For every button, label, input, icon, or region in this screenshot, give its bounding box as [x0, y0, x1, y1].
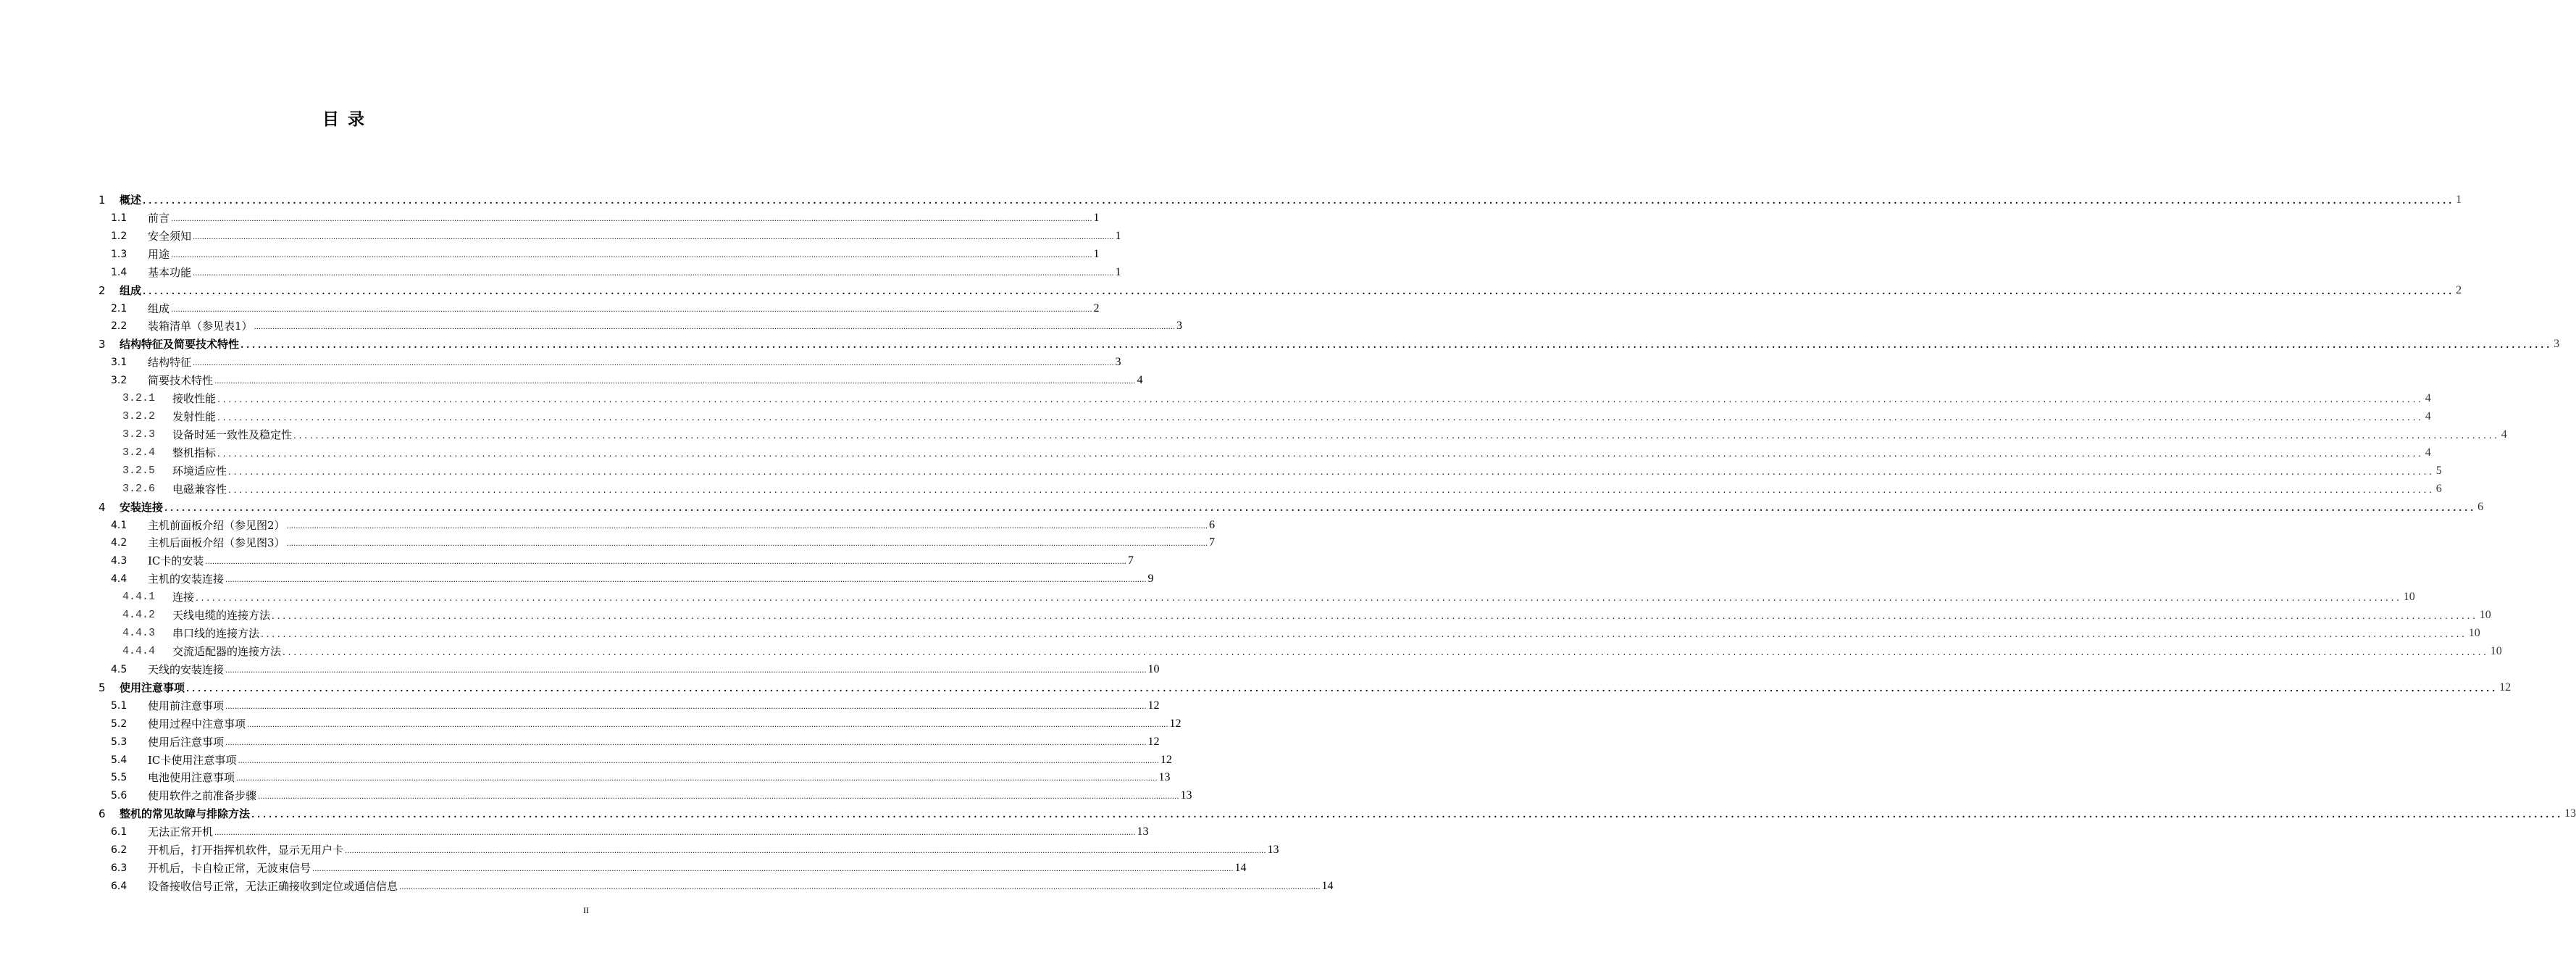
toc-entry-number: 5.1 — [111, 699, 127, 712]
toc-entry[interactable] — [0, 227, 1121, 245]
toc-entry-number: 4 — [99, 500, 106, 514]
toc-entry-number: 5.4 — [111, 754, 127, 766]
dot-leader: ................................................................................................................................................................................................................................................................................................................................................................................................................ — [217, 394, 2424, 404]
toc-entry-page: 10 — [2479, 608, 2491, 621]
toc-entry[interactable] — [0, 751, 1172, 769]
toc-entry-title: 使用软件之前准备步骤 — [148, 789, 257, 802]
toc-entry[interactable] — [0, 516, 1216, 534]
dot-leader: ................................................................................................................................................................................................................................................................................................................................................................................................................ — [345, 847, 1266, 855]
dot-leader: ................................................................................................................................................................................................................................................................................................................................................................................................................ — [225, 703, 1147, 711]
dot-leader: ................................................................................................................................................................................................................................................................................................................................................................................................................ — [228, 485, 2435, 495]
toc-entry[interactable] — [0, 877, 1334, 895]
toc-entry-page: 14 — [1234, 861, 1247, 874]
toc-entry-title: 电磁兼容性 — [172, 483, 227, 496]
dot-leader: ................................................................................................................................................................................................................................................................................................................................................................................................................ — [272, 611, 2478, 621]
dot-leader: ................................................................................................................................................................................................................................................................................................................................................................................................................ — [186, 683, 2498, 694]
toc-entry-number: 4.4 — [111, 573, 127, 585]
toc-entry-title: 简要技术特性 — [148, 374, 214, 387]
toc-entry[interactable] — [0, 245, 1100, 263]
toc-entry-page: 1 — [1115, 265, 1121, 278]
toc-entry[interactable] — [0, 660, 1160, 678]
dot-leader: ................................................................................................................................................................................................................................................................................................................................................................................................................ — [312, 865, 1234, 873]
toc-entry-number: 3.2.3 — [122, 428, 156, 441]
toc-entry-number: 4.4.4 — [122, 645, 156, 657]
dot-leader: ................................................................................................................................................................................................................................................................................................................................................................................................................ — [241, 340, 2553, 350]
toc-entry-page: 13 — [1137, 825, 1149, 838]
dot-leader: ................................................................................................................................................................................................................................................................................................................................................................................................................ — [283, 647, 2489, 657]
toc-entry-page: 4 — [2501, 428, 2507, 441]
toc-entry-number: 6 — [99, 807, 106, 820]
toc-entry-number: 3.2.5 — [122, 465, 156, 477]
toc-entry-number: 5.3 — [111, 736, 127, 748]
toc-entry-title: IC卡使用注意事项 — [148, 754, 237, 767]
toc-entry-number: 4.5 — [111, 663, 127, 675]
toc-entry[interactable] — [0, 389, 2431, 407]
toc-entry-page: 9 — [1147, 572, 1154, 585]
toc-entry-page: 13 — [1180, 788, 1192, 802]
toc-entry-title: 使用过程中注意事项 — [148, 717, 246, 730]
dot-leader: ................................................................................................................................................................................................................................................................................................................................................................................................................ — [238, 757, 1159, 765]
toc-entry-title: 整机的常见故障与排除方法 — [120, 807, 251, 820]
dot-leader: ................................................................................................................................................................................................................................................................................................................................................................................................................ — [143, 286, 2455, 296]
toc-entry-title: 串口线的连接方法 — [172, 627, 260, 640]
toc-entry[interactable] — [0, 696, 1160, 715]
toc-entry[interactable] — [0, 498, 2484, 516]
toc-entry-number: 1.3 — [111, 248, 127, 260]
toc-entry[interactable] — [0, 768, 1171, 786]
toc-entry-page: 6 — [2435, 482, 2442, 495]
toc-entry[interactable] — [0, 823, 1149, 841]
toc-entry[interactable] — [0, 678, 2512, 696]
toc-entry-page: 1 — [1093, 247, 1100, 260]
toc-entry-page: 2 — [2456, 283, 2462, 296]
toc-entry-page: 13 — [1267, 843, 1279, 856]
dot-leader: ................................................................................................................................................................................................................................................................................................................................................................................................................ — [217, 412, 2424, 423]
toc-entry[interactable] — [0, 642, 2502, 660]
toc-entry-title: 接收性能 — [172, 392, 217, 405]
toc-entry-number: 4.4.1 — [122, 591, 156, 603]
toc-entry-page: 7 — [1209, 536, 1216, 549]
dot-leader: ................................................................................................................................................................................................................................................................................................................................................................................................................ — [171, 251, 1092, 259]
toc-entry-page: 13 — [2564, 807, 2576, 820]
toc-entry-number: 5.5 — [111, 771, 127, 783]
dot-leader: ................................................................................................................................................................................................................................................................................................................................................................................................................ — [261, 629, 2467, 639]
toc-entry[interactable] — [0, 299, 1100, 317]
toc-entry-page: 10 — [1147, 662, 1160, 675]
toc-entry-page: 4 — [1137, 373, 1143, 386]
dot-leader: ................................................................................................................................................................................................................................................................................................................................................................................................................ — [399, 883, 1321, 891]
toc-entry-title: 交流适配器的连接方法 — [172, 645, 282, 658]
toc-entry-number: 5.2 — [111, 717, 127, 730]
toc-entry-page: 5 — [2435, 464, 2442, 477]
toc-entry-title: 发射性能 — [172, 410, 217, 423]
dot-leader: ................................................................................................................................................................................................................................................................................................................................................................................................................ — [225, 739, 1147, 747]
toc-entry-page: 3 — [2554, 337, 2560, 350]
toc-entry-page: 3 — [1176, 319, 1183, 332]
toc-entry-page: 6 — [1209, 518, 1216, 531]
toc-entry-title: 设备时延一致性及稳定性 — [172, 428, 293, 441]
toc-entry-title: 使用注意事项 — [120, 681, 185, 694]
toc-entry[interactable] — [0, 209, 1100, 227]
toc-entry[interactable] — [0, 371, 1143, 389]
toc-entry[interactable] — [0, 353, 1121, 371]
toc-entry[interactable] — [0, 335, 2560, 353]
toc-entry-number: 2 — [99, 283, 106, 297]
toc-entry[interactable] — [0, 786, 1192, 804]
toc-entry[interactable] — [0, 859, 1247, 877]
toc-entry-title: 基本功能 — [148, 266, 192, 279]
toc-entry-page: 12 — [1147, 699, 1160, 712]
toc-entry[interactable] — [0, 317, 1183, 335]
toc-entry-title: 环境适应性 — [172, 465, 227, 478]
toc-entry[interactable] — [0, 281, 2462, 299]
toc-entry-number: 5 — [99, 680, 106, 694]
dot-leader: ................................................................................................................................................................................................................................................................................................................................................................................................................ — [217, 449, 2424, 459]
toc-entry-page: 4 — [2425, 409, 2431, 423]
toc-entry-title: 天线电缆的连接方法 — [172, 609, 271, 622]
toc-entry-title: 用途 — [148, 248, 170, 261]
dot-leader: ................................................................................................................................................................................................................................................................................................................................................................................................................ — [228, 467, 2435, 477]
toc-entry-page: 10 — [2490, 644, 2502, 657]
toc-entry[interactable] — [0, 715, 1182, 733]
dot-leader: ................................................................................................................................................................................................................................................................................................................................................................................................................ — [214, 378, 1136, 386]
dot-leader: ................................................................................................................................................................................................................................................................................................................................................................................................................ — [196, 593, 2402, 603]
toc-entry-number: 6.4 — [111, 880, 127, 892]
toc-entry-number: 5.6 — [111, 789, 127, 802]
dot-leader: ................................................................................................................................................................................................................................................................................................................................................................................................................ — [225, 576, 1147, 584]
toc-entry-number: 4.2 — [111, 536, 127, 549]
toc-entry-page: 12 — [1169, 717, 1182, 730]
dot-leader: ................................................................................................................................................................................................................................................................................................................................................................................................................ — [164, 503, 2477, 513]
toc-entry[interactable] — [0, 407, 2431, 425]
toc-entry-number: 3.2 — [111, 374, 127, 386]
toc-entry-title: 主机前面板介绍（参见图2） — [148, 519, 285, 532]
dot-leader: ................................................................................................................................................................................................................................................................................................................................................................................................................ — [236, 775, 1158, 783]
toc-entry-number: 6.2 — [111, 844, 127, 856]
dot-leader: ................................................................................................................................................................................................................................................................................................................................................................................................................ — [286, 523, 1208, 530]
toc-entry-number: 3.2.6 — [122, 483, 156, 495]
dot-leader: ................................................................................................................................................................................................................................................................................................................................................................................................................ — [193, 359, 1114, 367]
toc-entry-title: 前言 — [148, 212, 170, 225]
dot-leader: ................................................................................................................................................................................................................................................................................................................................................................................................................ — [143, 196, 2455, 206]
toc-entry-title: 结构特征 — [148, 356, 192, 369]
dot-leader: ................................................................................................................................................................................................................................................................................................................................................................................................................ — [293, 430, 2500, 441]
toc-entry-number: 2.2 — [111, 320, 127, 332]
toc-entry-title: 整机指标 — [172, 446, 217, 459]
toc-entry-title: IC卡的安装 — [148, 554, 204, 567]
toc-entry[interactable] — [0, 480, 2442, 498]
toc-entry-title: 开机后，打开指挥机软件，显示无用户卡 — [148, 844, 344, 857]
dot-leader: ................................................................................................................................................................................................................................................................................................................................................................................................................ — [254, 323, 1176, 331]
toc-entry-number: 6.3 — [111, 862, 127, 874]
dot-leader: ................................................................................................................................................................................................................................................................................................................................................................................................................ — [193, 270, 1114, 278]
toc-entry-page: 1 — [1115, 229, 1121, 242]
toc-entry-title: 装箱清单（参见表1） — [148, 320, 253, 333]
dot-leader: ................................................................................................................................................................................................................................................................................................................................................................................................................ — [205, 558, 1126, 566]
toc-entry-number: 1.4 — [111, 266, 127, 278]
toc-entry-page: 13 — [1158, 770, 1171, 783]
toc-entry-title: 使用前注意事项 — [148, 699, 225, 712]
dot-leader: ................................................................................................................................................................................................................................................................................................................................................................................................................ — [171, 215, 1092, 223]
dot-leader: ................................................................................................................................................................................................................................................................................................................................................................................................................ — [171, 306, 1092, 314]
page-title: 目 录 — [322, 110, 366, 129]
toc-entry-page: 1 — [2456, 193, 2462, 206]
toc-entry[interactable] — [0, 462, 2442, 480]
toc-entry-title: 安装连接 — [120, 501, 164, 514]
dot-leader: ................................................................................................................................................................................................................................................................................................................................................................................................................ — [251, 809, 2564, 820]
toc-entry-page: 1 — [1093, 211, 1100, 224]
toc-entry-title: 开机后，卡自检正常，无波束信号 — [148, 862, 311, 875]
toc-entry-page: 12 — [1160, 753, 1172, 766]
toc-entry-page: 10 — [2468, 626, 2480, 639]
toc-entry-page: 10 — [2403, 590, 2415, 603]
toc-entry-number: 4.4.2 — [122, 609, 156, 621]
toc-entry-title: 电池使用注意事项 — [148, 771, 235, 784]
toc-entry-title: 结构特征及简要技术特性 — [120, 338, 240, 351]
toc-entry[interactable] — [0, 606, 2491, 624]
toc-entry[interactable] — [0, 551, 1134, 570]
dot-leader: ................................................................................................................................................................................................................................................................................................................................................................................................................ — [247, 721, 1168, 729]
toc-entry-title: 天线的安装连接 — [148, 663, 225, 676]
toc-entry[interactable] — [0, 191, 2462, 209]
toc-entry-title: 组成 — [148, 302, 170, 315]
page-number-footer: II — [583, 905, 589, 915]
toc-entry-page: 12 — [2499, 680, 2512, 694]
toc-entry-page: 2 — [1093, 301, 1100, 315]
dot-leader: ................................................................................................................................................................................................................................................................................................................................................................................................................ — [193, 233, 1114, 241]
toc-entry-number: 6.1 — [111, 825, 127, 838]
toc-entry-number: 3.2.4 — [122, 446, 156, 459]
toc-entry-number: 4.3 — [111, 554, 127, 567]
toc-entry-title: 设备接收信号正常，无法正确接收到定位或通信信息 — [148, 880, 398, 893]
toc-entry-number: 1.1 — [111, 212, 127, 224]
toc-entry-number: 3 — [99, 337, 106, 351]
toc-entry-page: 7 — [1127, 554, 1134, 567]
toc-entry[interactable] — [0, 804, 2576, 823]
dot-leader: ................................................................................................................................................................................................................................................................................................................................................................................................................ — [214, 829, 1136, 837]
toc-entry[interactable] — [0, 588, 2415, 606]
toc-entry[interactable] — [0, 841, 1279, 859]
toc-entry-number: 3.2.1 — [122, 392, 156, 404]
toc-entry-number: 2.1 — [111, 302, 127, 315]
toc-entry-number: 1.2 — [111, 230, 127, 242]
toc-entry-number: 4.4.3 — [122, 627, 156, 639]
toc-entry-page: 12 — [1147, 735, 1160, 748]
toc-entry-page: 4 — [2425, 446, 2431, 459]
toc-entry[interactable] — [0, 425, 2507, 444]
dot-leader: ................................................................................................................................................................................................................................................................................................................................................................................................................ — [286, 540, 1208, 548]
toc-entry[interactable] — [0, 533, 1216, 551]
toc-entry-title: 概述 — [120, 193, 142, 207]
toc-entry[interactable] — [0, 733, 1160, 751]
toc-entry-page: 4 — [2425, 391, 2431, 404]
toc-entry-title: 无法正常开机 — [148, 825, 214, 838]
toc-entry-title: 主机的安装连接 — [148, 573, 225, 586]
toc-entry-title: 使用后注意事项 — [148, 736, 225, 749]
toc-entry[interactable] — [0, 444, 2431, 462]
toc-entry-title: 连接 — [172, 591, 195, 604]
toc-entry-title: 安全须知 — [148, 230, 192, 243]
toc-entry[interactable] — [0, 263, 1121, 281]
toc-entry-page: 14 — [1321, 879, 1334, 892]
dot-leader: ................................................................................................................................................................................................................................................................................................................................................................................................................ — [225, 667, 1147, 675]
dot-leader: ................................................................................................................................................................................................................................................................................................................................................................................................................ — [258, 793, 1179, 801]
toc-entry-number: 3.1 — [111, 356, 127, 368]
toc-entry[interactable] — [0, 570, 1154, 588]
toc-entry-number: 3.2.2 — [122, 410, 156, 423]
toc-entry-title: 主机后面板介绍（参见图3） — [148, 536, 285, 549]
toc-entry[interactable] — [0, 624, 2480, 642]
toc-entry-number: 4.1 — [111, 519, 127, 531]
toc-entry-page: 3 — [1115, 355, 1121, 368]
toc-entry-page: 6 — [2477, 500, 2484, 513]
toc-entry-title: 组成 — [120, 284, 142, 297]
toc-entry-number: 1 — [99, 193, 106, 207]
